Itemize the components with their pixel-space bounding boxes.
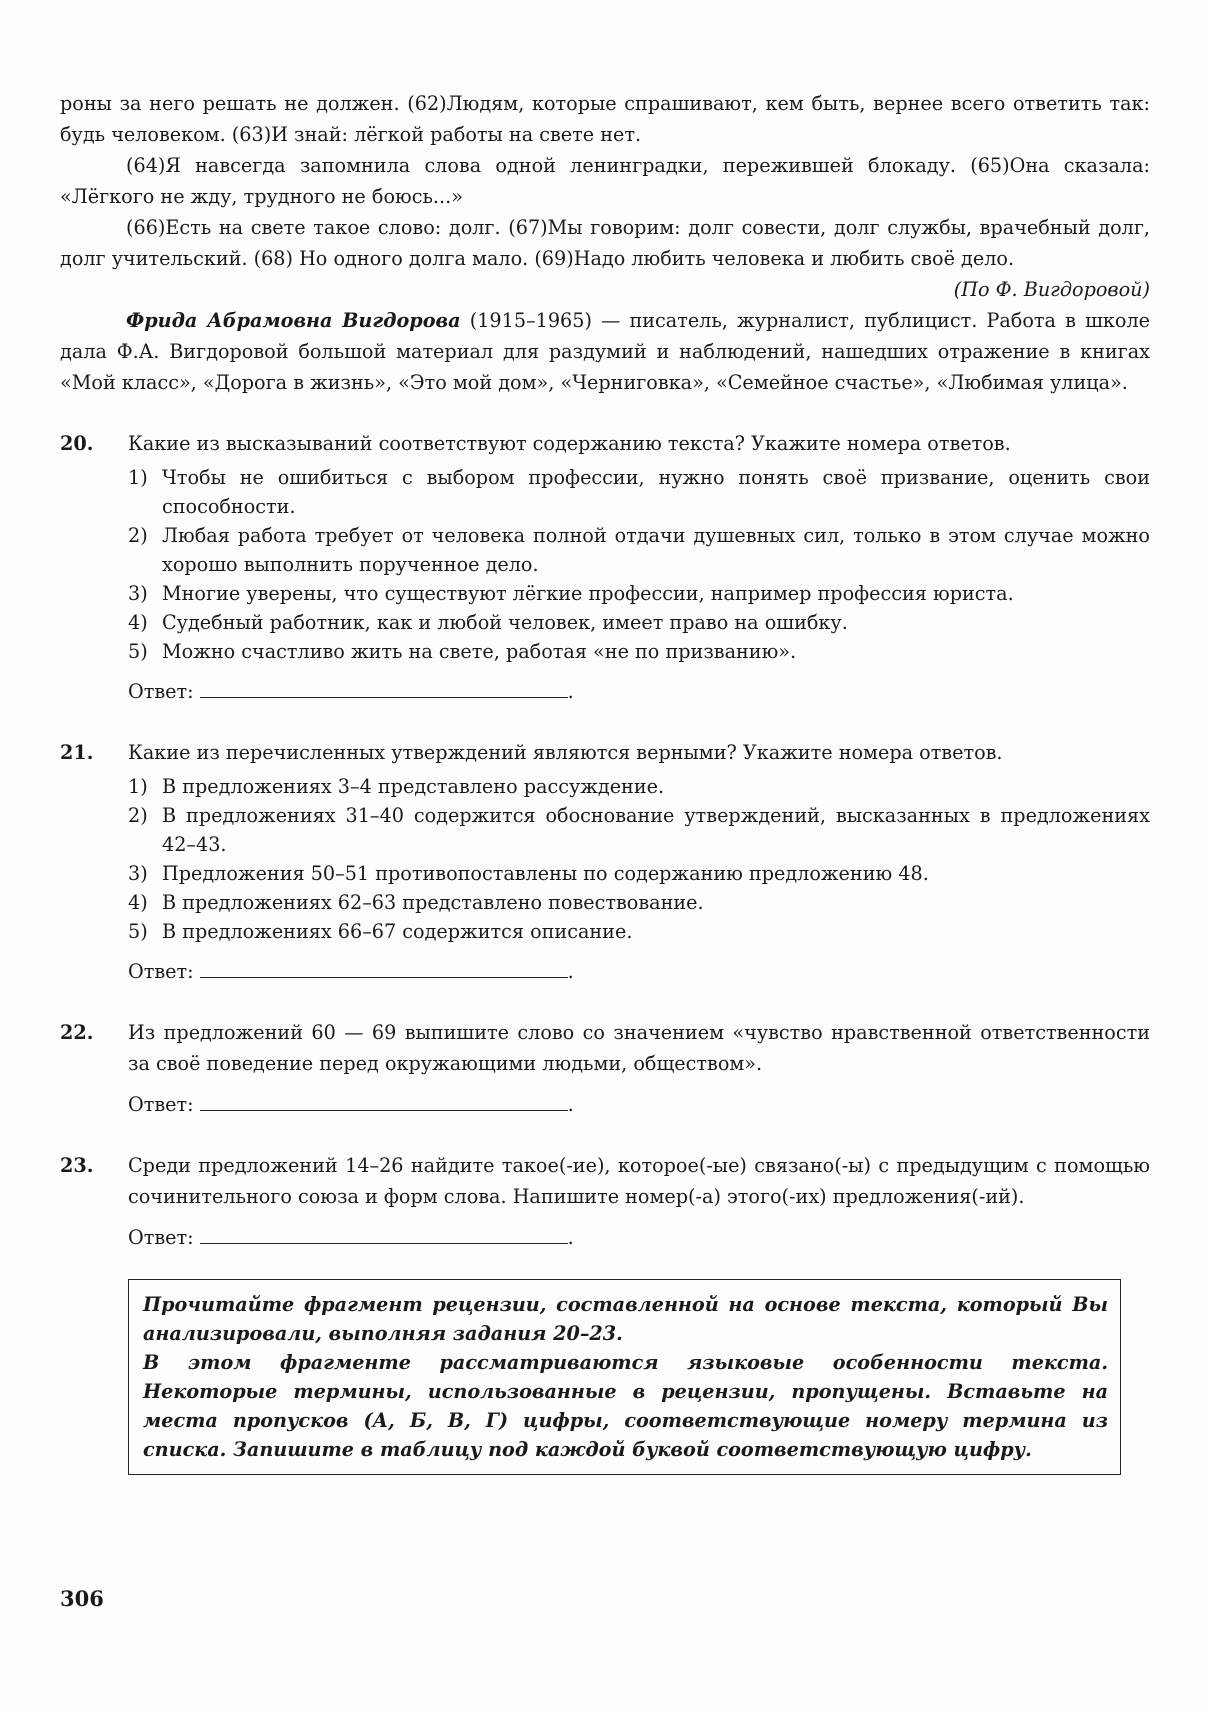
answer-row <box>128 1089 1150 1120</box>
answer-end: . <box>567 680 574 703</box>
bio-name: Фрида Абрамовна Вигдорова <box>126 309 461 332</box>
options-list <box>128 463 1150 666</box>
option-number: 1) <box>128 775 148 798</box>
option-text: Любая работа требует от человека полной отдачи душевных сил, только в этом случае можно хорошо выполнить порученное дело. <box>162 524 1150 576</box>
option-text: В предложениях 31–40 содержится обоснование утверждений, высказанных в предложениях 42–43. <box>162 804 1150 856</box>
option-number: 3) <box>128 862 148 885</box>
text-paragraph: роны за него решать не должен. (62)Людям, которые спрашивают, кем быть, вернее всего ответить так: будь человеком. (63)И знай: лёгкой работы на свете нет. <box>60 92 1150 146</box>
option-item <box>128 801 1150 859</box>
task-23 <box>60 1150 1150 1253</box>
instruction-box <box>128 1279 1121 1475</box>
option-item <box>128 521 1150 579</box>
option-item <box>128 772 1150 801</box>
option-number: 4) <box>128 611 148 634</box>
answer-end: . <box>567 960 574 983</box>
option-number: 5) <box>128 640 148 663</box>
option-text: Многие уверены, что существуют лёгкие профессии, например профессия юриста. <box>162 582 1014 605</box>
option-item <box>128 608 1150 637</box>
answer-label: Ответ: <box>128 1093 194 1116</box>
page-content <box>60 88 1150 1475</box>
option-number: 3) <box>128 582 148 605</box>
task-question: Среди предложений 14–26 найдите такое(-ие), которое(-ые) связано(-ы) с предыдущим с помощью сочинительного союза и форм слова. Напишите номер(-а) этого(-их) предложения(-ий). <box>128 1154 1150 1208</box>
answer-end: . <box>567 1093 574 1116</box>
instruction-text: В этом фрагменте рассматриваются языковые особенности текста. Некоторые термины, использованные в рецензии, пропущены. Вставьте на места пропусков (А, Б, В, Г) цифры, соответствующие номеру термина из списка. Запишите в таблицу под каждой буквой соответствующую цифру. <box>143 1351 1108 1461</box>
answer-label: Ответ: <box>128 960 194 983</box>
option-text: Предложения 50–51 противопоставлены по содержанию предложению 48. <box>162 862 929 885</box>
task-question: Какие из высказываний соответствуют содержанию текста? Укажите номера ответов. <box>128 432 1011 455</box>
task-question: Из предложений 60 — 69 выпишите слово со значением «чувство нравственной ответственности за своё поведение перед окружающими людьми, обществом». <box>128 1021 1150 1075</box>
answer-label: Ответ: <box>128 1226 194 1249</box>
option-item <box>128 637 1150 666</box>
option-text: Можно счастливо жить на свете, работая «не по призванию». <box>162 640 797 663</box>
answer-line[interactable] <box>200 957 568 978</box>
option-number: 5) <box>128 920 148 943</box>
option-number: 4) <box>128 891 148 914</box>
option-text: В предложениях 62–63 представлено повествование. <box>162 891 704 914</box>
answer-row <box>128 676 1150 707</box>
task-question: Какие из перечисленных утверждений являются верными? Укажите номера ответов. <box>128 741 1003 764</box>
text-author: (По Ф. Вигдоровой) <box>953 278 1150 301</box>
option-text: В предложениях 66–67 содержится описание. <box>162 920 633 943</box>
answer-line[interactable] <box>200 1223 568 1244</box>
instruction-text: Прочитайте фрагмент рецензии, составленной на основе текста, который Вы анализировали, выполняя задания 20–23. <box>143 1293 1108 1345</box>
option-item <box>128 579 1150 608</box>
option-text: Судебный работник, как и любой человек, имеет право на ошибку. <box>162 611 848 634</box>
answer-label: Ответ: <box>128 680 194 703</box>
task-21 <box>60 737 1150 987</box>
option-item <box>128 859 1150 888</box>
page-number: 306 <box>60 1586 104 1611</box>
answer-end: . <box>567 1226 574 1249</box>
task-number: 23. <box>60 1154 94 1177</box>
task-number: 21. <box>60 741 94 764</box>
task-22 <box>60 1017 1150 1120</box>
option-number: 1) <box>128 466 148 489</box>
option-item <box>128 888 1150 917</box>
answer-row <box>128 1222 1150 1253</box>
option-number: 2) <box>128 804 148 827</box>
option-item <box>128 917 1150 946</box>
option-number: 2) <box>128 524 148 547</box>
answer-line[interactable] <box>200 1090 568 1111</box>
options-list <box>128 772 1150 946</box>
answer-line[interactable] <box>200 677 568 698</box>
text-paragraph: (64)Я навсегда запомнила слова одной ленинградки, пережившей блокаду. (65)Она сказала: «Лёгкого не жду, трудного не боюсь...» <box>60 154 1150 208</box>
task-20 <box>60 428 1150 707</box>
option-text: В предложениях 3–4 представлено рассуждение. <box>162 775 665 798</box>
text-paragraph: (66)Есть на свете такое слово: долг. (67)Мы говорим: долг совести, долг службы, врачебный долг, долг учительский. (68) Но одного долга мало. (69)Надо любить человека и любить своё дело. <box>60 216 1150 270</box>
answer-row <box>128 956 1150 987</box>
option-text: Чтобы не ошибиться с выбором профессии, нужно понять своё призвание, оценить свои способности. <box>162 466 1150 518</box>
bio-text: (1915–1965) — писатель, журналист, публицист. Работа в школе дала Ф.А. Вигдоровой большой материал для раздумий и наблюдений, нашедших отражение в книгах «Мой класс», «Дорога в жизнь», «Это мой дом», «Черниговка», «Семейное счастье», «Любимая улица». <box>60 309 1150 394</box>
option-item <box>128 463 1150 521</box>
task-number: 20. <box>60 432 94 455</box>
task-number: 22. <box>60 1021 94 1044</box>
author-bio <box>60 305 1150 398</box>
